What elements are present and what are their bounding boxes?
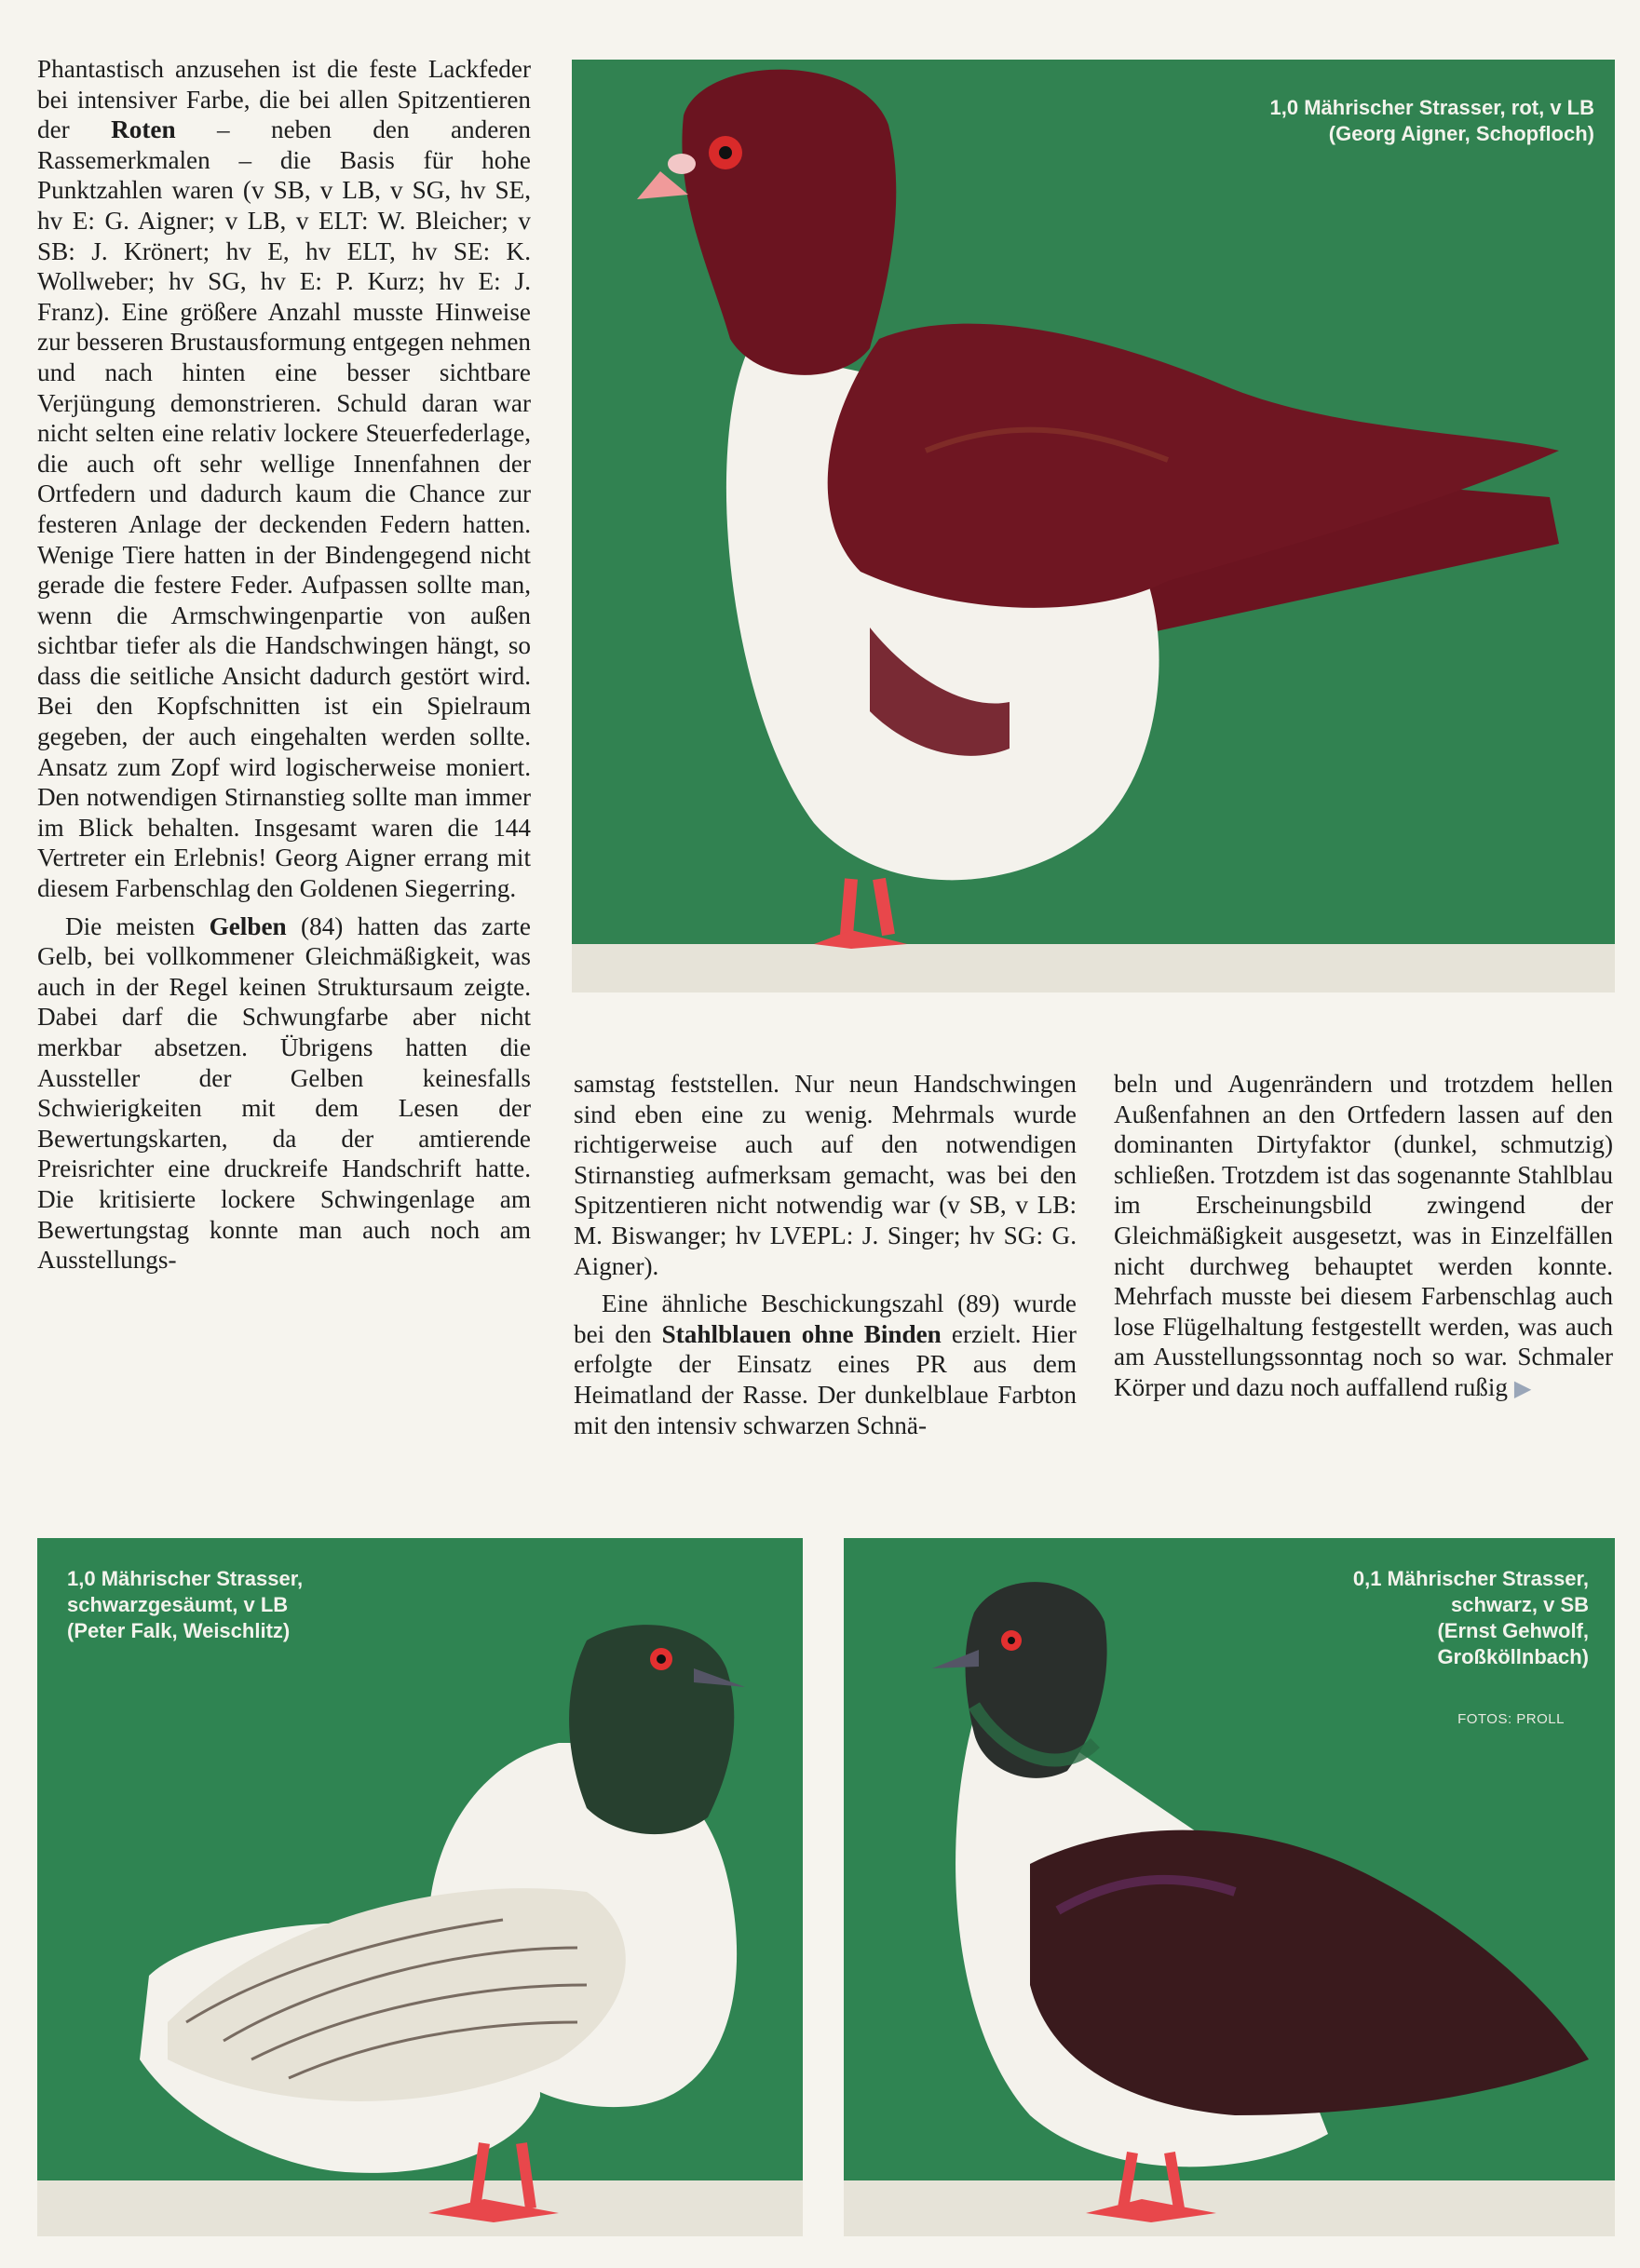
paragraph: samstag feststellen. Nur neun Handschwingen sind eben eine zu wenig. Mehrmals wurde richtigerweise auch auf den notwendigen Stirnanstieg aufmerksam gemacht, was bei den Spitzentieren nicht notwendig war (v SB, v LB: M. Biswanger; hv LVEPL: J. Singer; hv SG: G. Aigner). xyxy=(574,1070,1077,1280)
paragraph xyxy=(37,54,531,904)
photo-black-pigeon xyxy=(844,1538,1615,2236)
bold-term-stahlblauen: Stahlblauen ohne Binden xyxy=(661,1319,942,1348)
text-column-3 xyxy=(1114,1069,1613,1405)
caption-bottom-left xyxy=(67,1566,303,1644)
text-run: – neben den anderen Rassemerkmalen – die Basis für hohe Punktzahlen waren (v SB, v LB, v SG, hv SE, hv E: G. Aigner; v LB, v ELT: W. Bleicher; v SB: J. Krönert; hv E, hv ELT, hv SE: K. Wollweber; hv SG, hv E: P. Kurz; hv E: J. Franz). Eine größere Anzahl musste Hinweise zur besseren Brustausformung entgegen nehmen und nach hinten eine besser sichtbare Verjüngung demonstrieren. Schuld daran war nicht selten eine relativ lockere Steuerfederlage, die auch oft sehr wellige Innenfahnen der Ortfedern und dadurch kaum die Chance zur festeren Anlage der deckenden Federn hatten. Wenige Tiere hatten in der Bindengegend nicht gerade die festere Feder. Aufpassen sollte man, wenn die Armschwingenpartie von außen sichtbar tiefer als die Handschwingen hängt, so dass die seitliche Ansicht dadurch gestört wird. Bei den Kopfschnitten ist ein Spielraum gegeben, der auch eingehalten werden sollte. Ansatz zum Zopf wird logischerweise moniert. Den notwendigen Stirnanstieg sollte man immer im Blick behalten. Insgesamt waren die 144 Vertreter ein Erlebnis! Georg Aigner errang mit diesem Farbenschlag den Goldenen Siegerring. xyxy=(37,115,531,903)
bold-term-roten: Roten xyxy=(111,115,176,144)
caption-top xyxy=(1270,95,1595,147)
text-column-2 xyxy=(574,1069,1077,1440)
paragraph xyxy=(574,1289,1077,1440)
caption-bottom-right xyxy=(1353,1566,1589,1670)
bold-term-gelben: Gelben xyxy=(209,911,287,940)
caption-line: 1,0 Mährischer Strasser, rot, v LB xyxy=(1269,96,1594,119)
caption-line: 0,1 Mährischer Strasser, xyxy=(1352,1567,1589,1590)
text-run: beln und Augenrändern und trotzdem hellen Außenfahnen an den Ortfedern lassen auf den dominanten Dirtyfaktor (dunkel, schmutzig) schließen. Trotzdem ist das sogenannte Stahlblau im Erscheinungsbild zwingend der Gleichmäßigkeit ausgesetzt, was in Einzelfällen nicht durchweg behauptet werden konnte. Mehrfach musste bei diesem Farbenschlag auch lose Flügelhaltung festgestellt werden, was auch am Ausstellungssonntag noch so war. Schmaler Körper und dazu noch auffallend rußig xyxy=(1114,1070,1613,1401)
text-run: erzielt. Hier erfolgte der Einsatz eines PR aus dem Heimatland der Rasse. Der dunkelblaue Farbton mit den intensiv schwarzen Schnä- xyxy=(574,1319,1077,1439)
text-run: Phantastisch anzusehen ist die feste Lackfeder bei intensiver Farbe, die bei allen Spitzentieren der xyxy=(37,55,531,144)
caption-line: 1,0 Mährischer Strasser, xyxy=(67,1567,304,1590)
caption-line: (Ernst Gehwolf, xyxy=(1437,1619,1589,1642)
caption-line: schwarz, v SB xyxy=(1451,1593,1589,1616)
text-run: Eine ähnliche Beschickungszahl (89) wurde bei den xyxy=(574,1289,1077,1348)
photo-black-laced-pigeon xyxy=(37,1538,803,2236)
paragraph xyxy=(37,911,531,1276)
continue-arrow-icon: ▶ xyxy=(1513,1376,1532,1401)
text-run: (84) hatten das zarte Gelb, bei vollkommener Gleichmäßigkeit, was auch in der Regel keinen Struktursaum zeigte. Dabei darf die Schwungfarbe aber nicht merkbar absetzen. Übrigens hatten die Aussteller der Gelben keinesfalls Schwierigkeiten mit dem Lesen der Bewertungskarten, da der amtierende Preisrichter eine druckreife Handschrift hatte. Die kritisierte lockere Schwingenlage am Bewertungstag konnte man auch noch am Ausstellungs- xyxy=(37,911,531,1275)
caption-line: schwarzgesäumt, v LB xyxy=(67,1593,289,1616)
photo-red-pigeon xyxy=(572,60,1615,992)
photo-credit: FOTOS: PROLL xyxy=(1457,1711,1565,1727)
caption-line: (Peter Falk, Weischlitz) xyxy=(67,1619,291,1642)
text-run: Die meisten xyxy=(65,911,210,940)
red-pigeon-illustration xyxy=(572,60,1615,992)
caption-line: Großköllnbach) xyxy=(1437,1645,1589,1668)
text-column-1 xyxy=(37,54,531,1276)
paragraph xyxy=(1114,1069,1613,1405)
caption-line: (Georg Aigner, Schopfloch) xyxy=(1328,122,1594,145)
